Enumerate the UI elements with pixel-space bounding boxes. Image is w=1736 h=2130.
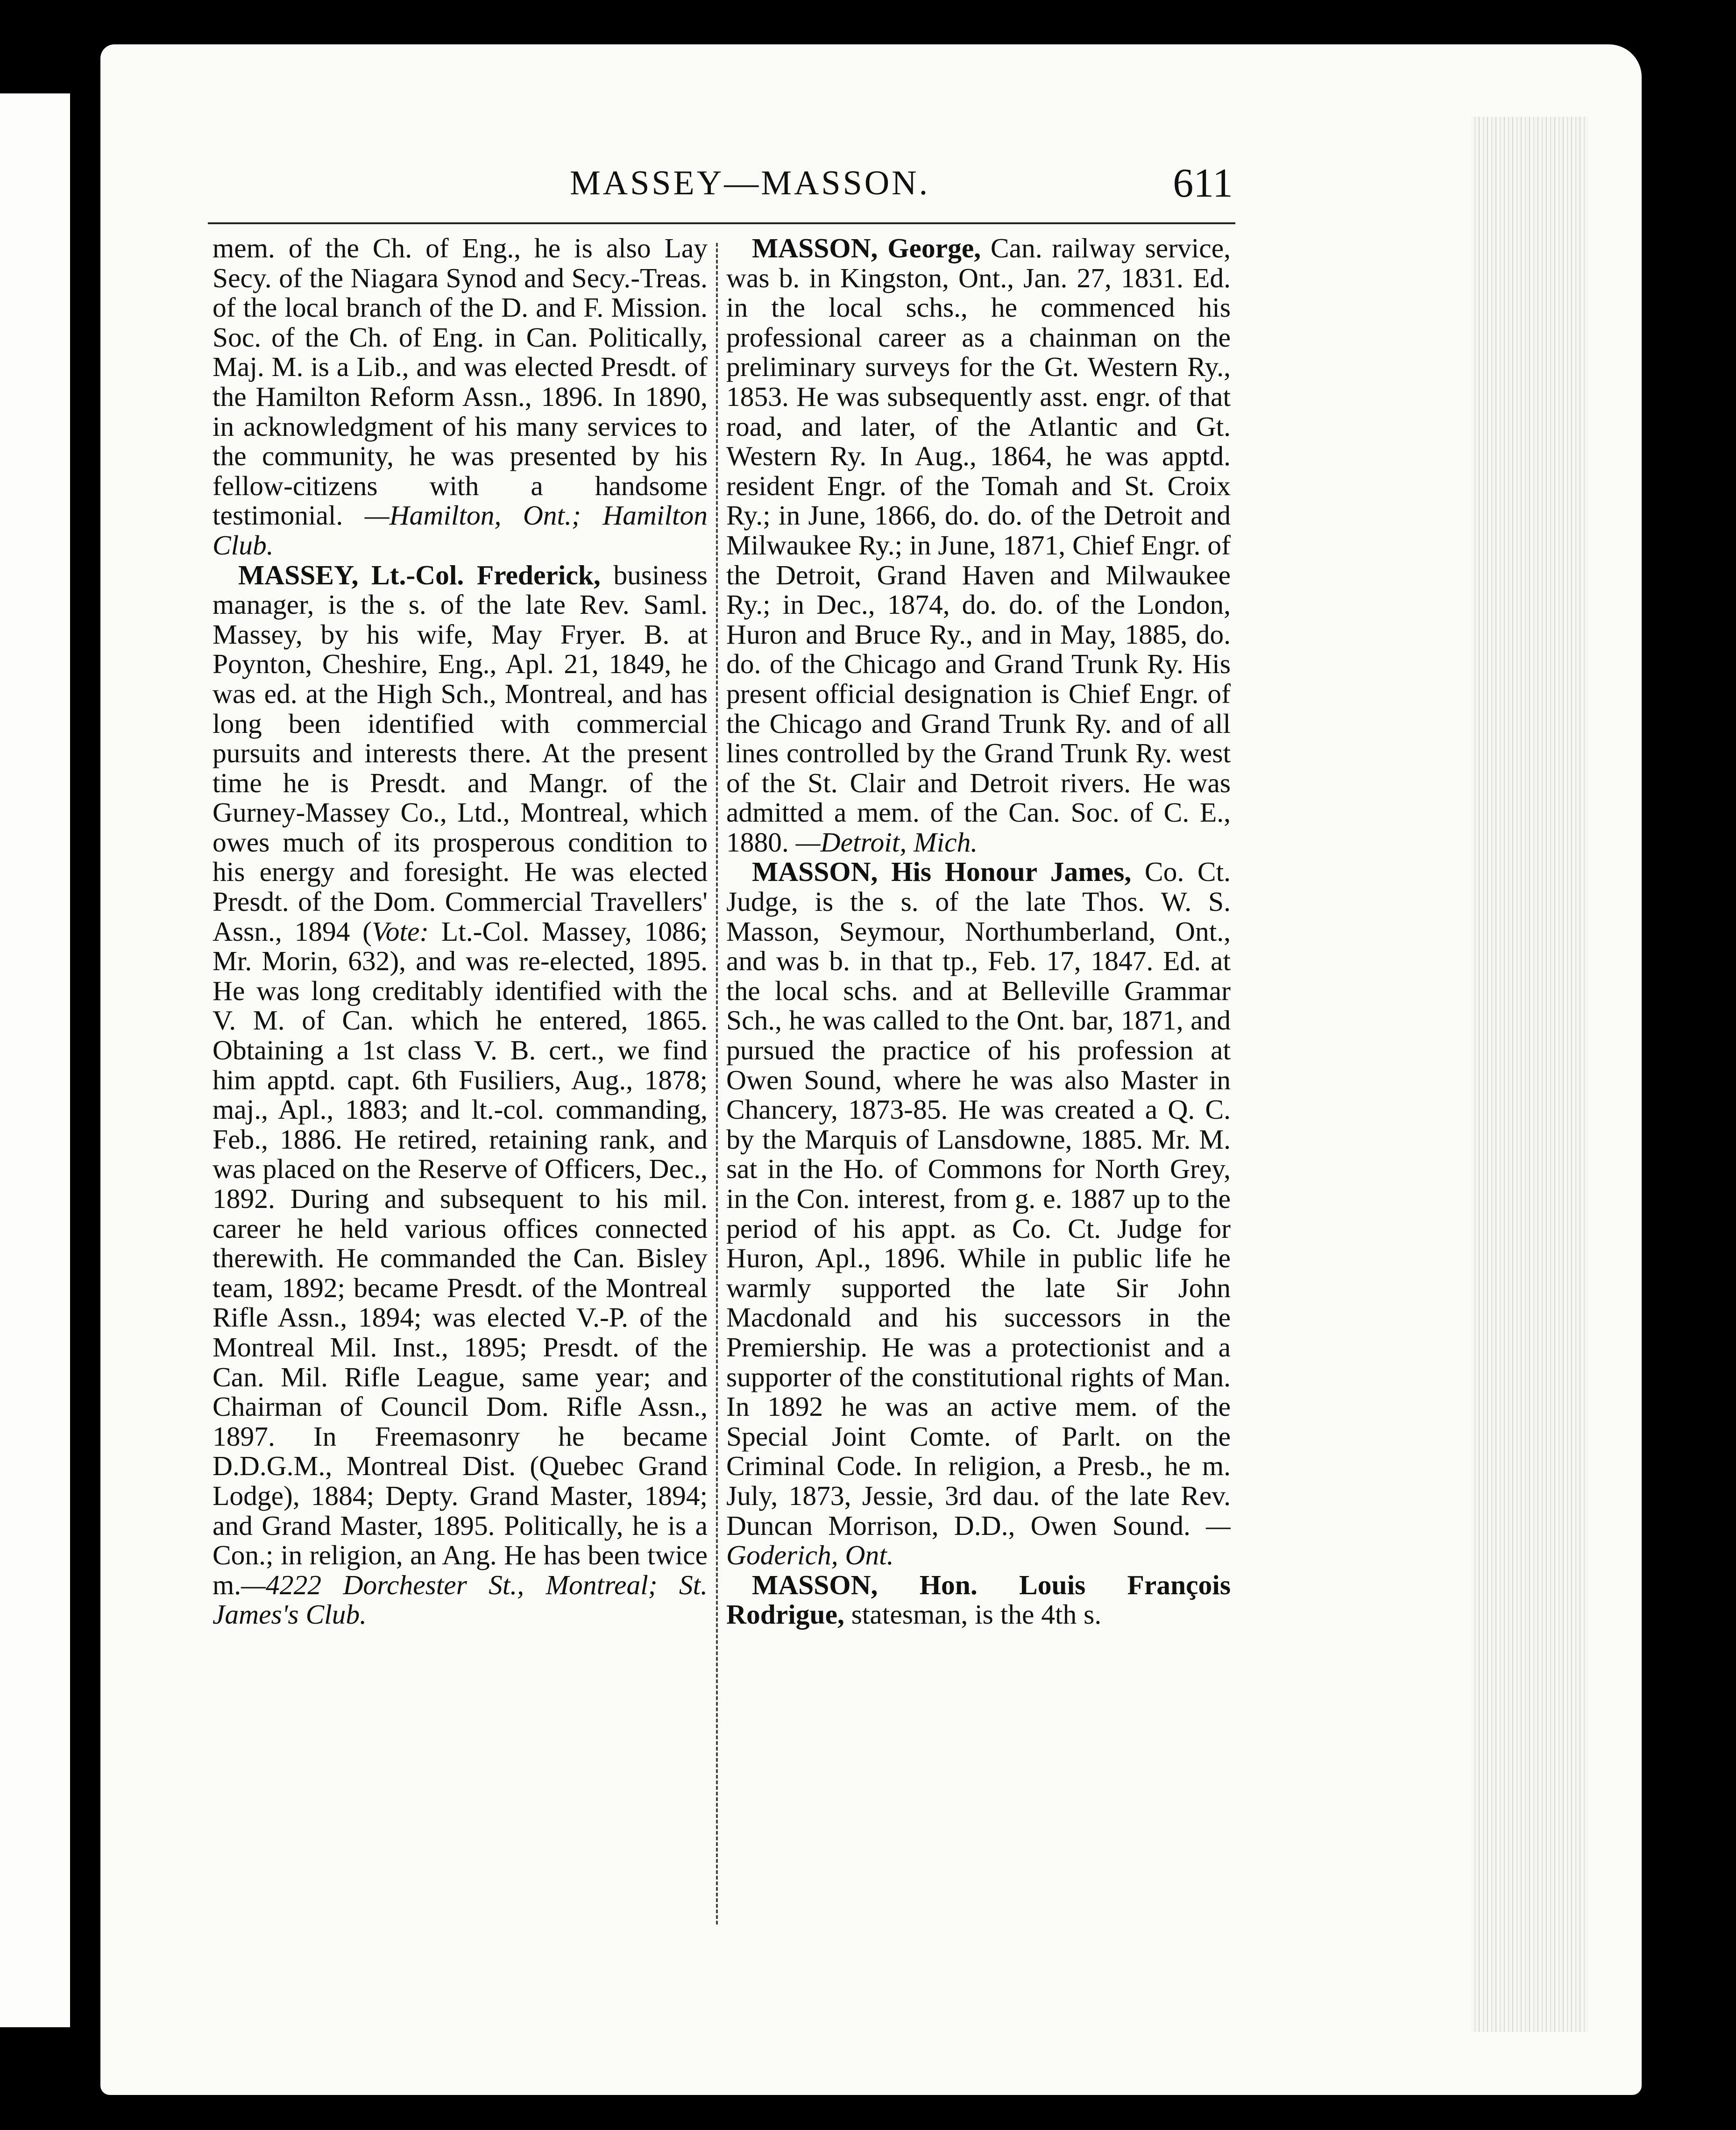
entry-text: Can. railway service, was b. in Kingston, Ont., Jan. 27, 1831. Ed. in the local schs., he commenced his professional career as a chainman on the preliminary surveys for the Gt. Western Ry., 1853. He was subsequently asst. engr. of that road, and later, of the Atlantic and Gt. Western Ry. In Aug., 1864, he was apptd. resident Engr. of the Tomah and St. Croix Ry.; in June, 1866, do. do. of the Detroit and Milwaukee Ry.; in June, 1871, Chief Engr. of the Detroit, Grand Haven and Milwaukee Ry.; in Dec., 1874, do. do. of the London, Huron and Bruce Ry., and in May, 1885, do. do. of the Chicago and Grand Trunk Ry. His present official designation is Chief Engr. of the Chicago and Grand Trunk Ry. and of all lines controlled by the Grand Trunk Ry. west of the St. Clair and Detroit rivers. He was admitted a mem. of the Can. Soc. of C. E., 1880. [726,234,1231,858]
entry-massey-frederick [213,561,708,1630]
entry-location: —Goderich, Ont. [726,1510,1231,1571]
entry-text: Co. Ct. Judge, is the s. of the late Thos. W. S. Masson, Seymour, Northumberland, Ont., and was b. in that tp., Feb. 17, 1847. Ed. at the local schs. and at Belleville Grammar Sch., he was called to the Ont. bar, 1871, and pursued the practice of his profession at Owen Sound, where he was also Master in Chancery, 1873-85. He was created a Q. C. by the Marquis of Lansdowne, 1885. Mr. M. sat in the Ho. of Commons for North Grey, in the Con. interest, from g. e. 1887 up to the period of his appt. as Co. Ct. Judge for Huron, Apl., 1896. While in public life he warmly supported the late Sir John Macdonald and his successors in the Premiership. He was a protectionist and a supporter of the constitutional rights of Man. In 1892 he was an active mem. of the Special Joint Comte. of Parlt. on the Criminal Code. In religion, a Presb., he m. July, 1873, Jessie, 3rd dau. of the late Rev. Duncan Morrison, D.D., Owen Sound. [726,856,1231,1541]
entry-massey-continuation [213,234,708,561]
entry-text: business manager, is the s. of the late Rev. Saml. Massey, by his wife, May Fryer. B. at Poynton, Cheshire, Eng., Apl. 21, 1849, he was ed. at the High Sch., Montreal, and has long been identified with commercial pursuits and interests there. At the present time he is Presdt. and Mangr. of the Gurney-Massey Co., Ltd., Montreal, which owes much of its prosperous condition to his energy and foresight. He was elected Presdt. of the Dom. Commercial Travellers' Assn., 1894 ( [213,559,708,947]
entry-location: —Detroit, Mich. [795,826,978,858]
entry-heading: MASSON, Hon. Louis François Rodrigue, [726,1569,1231,1630]
entry-location: —Hamilton, Ont.; Hamilton Club. [213,500,708,561]
page-header [215,163,1233,215]
entry-text: mem. of the Ch. of Eng., he is also Lay Secy. of the Niagara Synod and Secy.-Treas. of the local branch of the D. and F. Mission. Soc. of the Ch. of Eng. in Can. Politically, Maj. M. is a Lib., and was elected Presdt. of the Hamilton Reform Assn., 1896. In 1890, in acknowledgment of his many services to the community, he was presented by his fellow-citizens with a handsome testimonial. [213,234,708,531]
entry-heading: MASSEY, Lt.-Col. Frederick, [238,559,601,590]
entry-text: statesman, is the 4th s. [844,1599,1102,1630]
entry-heading: MASSON, His Honour James, [752,856,1132,888]
column-divider [716,243,718,1924]
entry-masson-james [726,857,1231,1570]
header-rule [208,222,1235,224]
entry-text: Lt.-Col. Massey, 1086; Mr. Morin, 632), and was re-elected, 1895. He was long creditably identified with the V. M. of Can. which he entered, 1865. Obtaining a 1st class V. B. cert., we find him apptd. capt. 6th Fusiliers, Aug., 1878; maj., Apl., 1883; and lt.-col. commanding, Feb., 1886. He retired, retaining rank, and was placed on the Reserve of Officers, Dec., 1892. During and subsequent to his mil. career he held various offices connected therewith. He commanded the Can. Bisley team, 1892; became Presdt. of the Montreal Rifle Assn., 1894; was elected V.-P. of the Montreal Mil. Inst., 1895; Presdt. of the Can. Mil. Rifle League, same year; and Chairman of Council Dom. Rifle Assn., 1897. In Freemasonry he became D.D.G.M., Montreal Dist. (Quebec Grand Lodge), 1884; Depty. Grand Master, 1894; and Grand Master, 1895. Politically, he is a Con.; in religion, an Ang. He has been twice m. [213,916,708,1600]
entry-location: —4222 Dorchester St., Montreal; St. James's Club. [213,1569,708,1630]
facing-page-edge [0,93,70,2027]
entry-masson-george [726,234,1231,857]
entry-masson-louis [726,1570,1231,1630]
right-column [726,234,1231,1952]
left-column [213,234,708,1952]
entry-heading: MASSON, George, [752,234,981,263]
running-head: MASSEY—MASSON. [570,164,930,202]
page-edge-shadow [1471,117,1588,2032]
vote-label: Vote: [371,916,429,947]
page-number: 611 [1173,161,1233,206]
